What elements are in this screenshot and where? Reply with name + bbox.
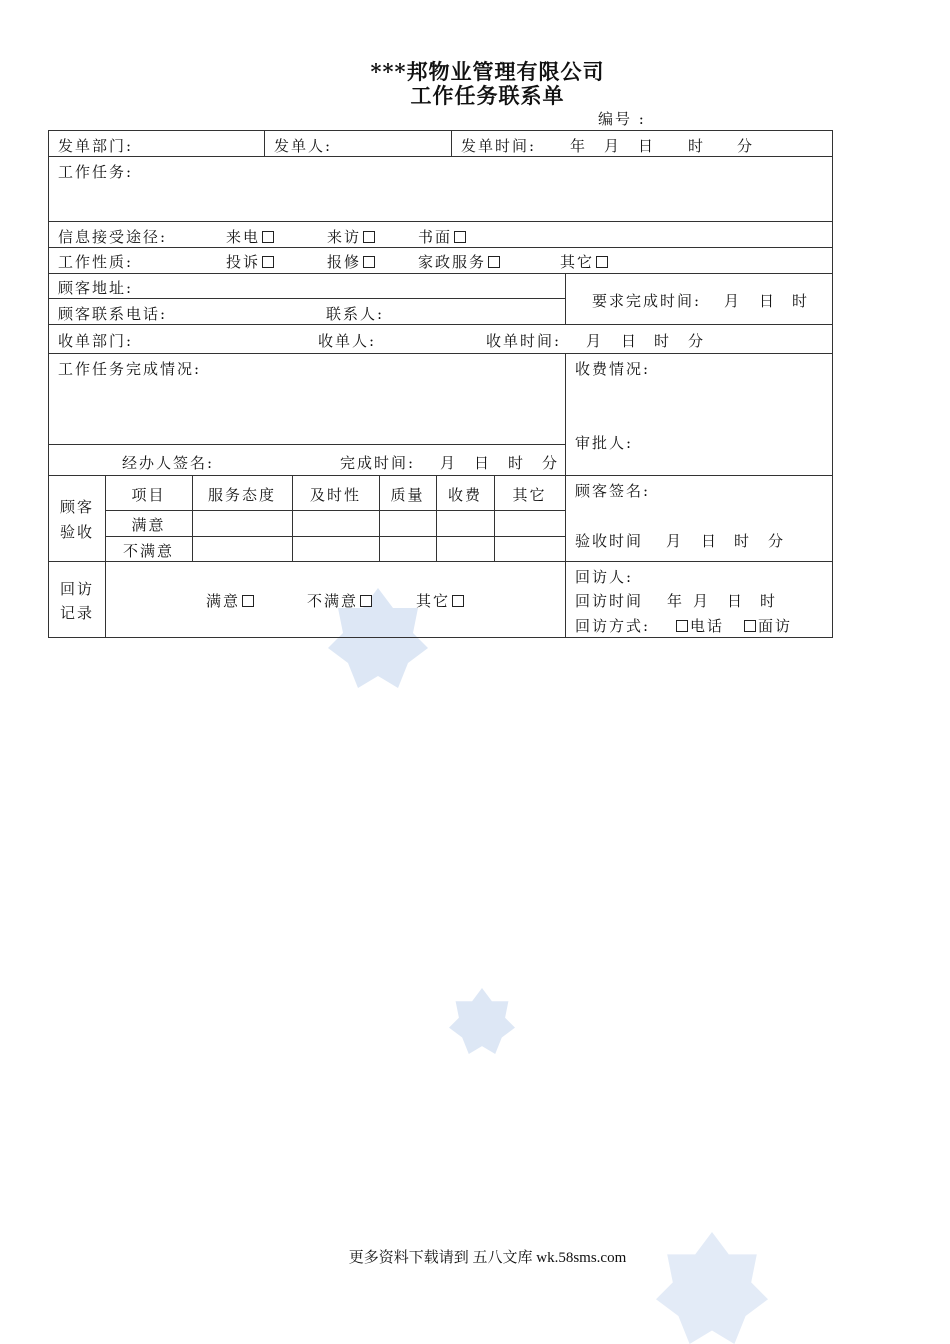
channel-label: 信息接受途径:: [58, 228, 168, 246]
checkbox[interactable]: [676, 620, 688, 632]
followup-method-label: 回访方式:: [575, 617, 651, 635]
receive-month: 月: [586, 332, 604, 350]
footer-link-text: 更多资料下载请到 五八文库 wk.58sms.com: [348, 1250, 627, 1266]
followup-hour: 时: [760, 592, 778, 610]
acceptance-minute: 分: [768, 532, 786, 550]
receive-hour: 时: [654, 332, 672, 350]
checkbox[interactable]: [454, 231, 466, 243]
acceptance-side-label-1: 顾客: [60, 498, 95, 516]
issue-dept-label: 发单部门:: [58, 137, 134, 155]
snowflake-watermark-icon: [446, 988, 518, 1054]
nature-option-complaint[interactable]: 投诉: [226, 251, 274, 272]
contact-person-label: 联系人:: [326, 305, 385, 323]
checkbox[interactable]: [488, 256, 500, 268]
acceptance-row-label: 不满意: [122, 542, 174, 560]
channel-option-written[interactable]: 书面: [418, 226, 466, 247]
checkbox[interactable]: [262, 256, 274, 268]
acceptance-row-label: 满意: [131, 516, 166, 534]
receive-day: 日: [621, 332, 639, 350]
receive-time-label: 收单时间:: [486, 332, 562, 350]
handler-signature-label: 经办人签名:: [122, 454, 215, 472]
done-day: 日: [474, 454, 492, 472]
nature-label: 工作性质:: [58, 253, 134, 271]
checkbox[interactable]: [242, 595, 254, 607]
task-label: 工作任务:: [58, 163, 134, 181]
acceptance-col-header: 项目: [131, 486, 166, 504]
followup-month: 月: [693, 592, 711, 610]
receive-dept-label: 收单部门:: [58, 332, 134, 350]
fee-label: 收费情况:: [575, 360, 651, 378]
checkbox[interactable]: [452, 595, 464, 607]
checkbox[interactable]: [363, 256, 375, 268]
company-name: ***邦物业管理有限公司: [370, 59, 605, 84]
required-time-label: 要求完成时间:: [592, 292, 702, 310]
followup-method-visit[interactable]: 面访: [744, 615, 792, 636]
issue-time-label: 发单时间:: [461, 137, 537, 155]
acceptance-day: 日: [701, 532, 719, 550]
channel-option-visit[interactable]: 来访: [327, 226, 375, 247]
acceptance-col-header: 及时性: [309, 486, 361, 504]
receive-row: [48, 324, 833, 354]
form-title: 工作任务联系单: [410, 83, 565, 108]
followup-option-other[interactable]: 其它: [416, 590, 464, 611]
done-month: 月: [440, 454, 458, 472]
followup-day: 日: [727, 592, 745, 610]
checkbox[interactable]: [363, 231, 375, 243]
customer-phone-label: 顾客联系电话:: [58, 305, 168, 323]
approver-label: 审批人:: [575, 434, 634, 452]
acceptance-month: 月: [666, 532, 684, 550]
required-day: 日: [759, 292, 777, 310]
task-row: [48, 156, 833, 222]
followup-option-satisfied[interactable]: 满意: [206, 590, 254, 611]
receiver-label: 收单人:: [318, 332, 377, 350]
receive-minute: 分: [688, 332, 706, 350]
checkbox[interactable]: [360, 595, 372, 607]
followup-option-unsatisfied[interactable]: 不满意: [307, 590, 372, 611]
visitor-label: 回访人:: [575, 568, 634, 586]
issue-day: 日: [638, 137, 656, 155]
followup-year: 年: [667, 592, 685, 610]
checkbox[interactable]: [744, 620, 756, 632]
channel-option-phone[interactable]: 来电: [226, 226, 274, 247]
checkbox[interactable]: [262, 231, 274, 243]
completion-label: 工作任务完成情况:: [58, 360, 202, 378]
issue-minute: 分: [737, 137, 755, 155]
issuer-label: 发单人:: [274, 137, 333, 155]
acceptance-col-header: 质量: [390, 486, 425, 504]
followup-side-label-1: 回访: [60, 580, 95, 598]
checkbox[interactable]: [596, 256, 608, 268]
issue-row: [48, 130, 833, 157]
acceptance-time-label: 验收时间: [575, 532, 644, 550]
nature-option-other[interactable]: 其它: [560, 251, 608, 272]
customer-address-label: 顾客地址:: [58, 279, 134, 297]
acceptance-side-label-2: 验收: [60, 523, 95, 541]
nature-option-housekeeping[interactable]: 家政服务: [418, 251, 500, 272]
issue-year: 年: [570, 137, 588, 155]
required-hour: 时: [792, 292, 810, 310]
acceptance-hour: 时: [734, 532, 752, 550]
followup-method-phone[interactable]: 电话: [676, 615, 724, 636]
followup-time-label: 回访时间: [575, 592, 644, 610]
followup-side-label-2: 记录: [60, 604, 95, 622]
done-hour: 时: [508, 454, 526, 472]
issue-hour: 时: [688, 137, 706, 155]
nature-option-repair[interactable]: 报修: [327, 251, 375, 272]
acceptance-col-header: 其它: [512, 486, 547, 504]
required-month: 月: [724, 292, 742, 310]
acceptance-col-header: 服务态度: [207, 486, 276, 504]
issue-month: 月: [604, 137, 622, 155]
done-time-label: 完成时间:: [340, 454, 416, 472]
customer-signature-label: 顾客签名:: [575, 482, 651, 500]
serial-number-label: 编号 :: [598, 110, 646, 128]
done-minute: 分: [542, 454, 560, 472]
acceptance-col-header: 收费: [447, 486, 482, 504]
